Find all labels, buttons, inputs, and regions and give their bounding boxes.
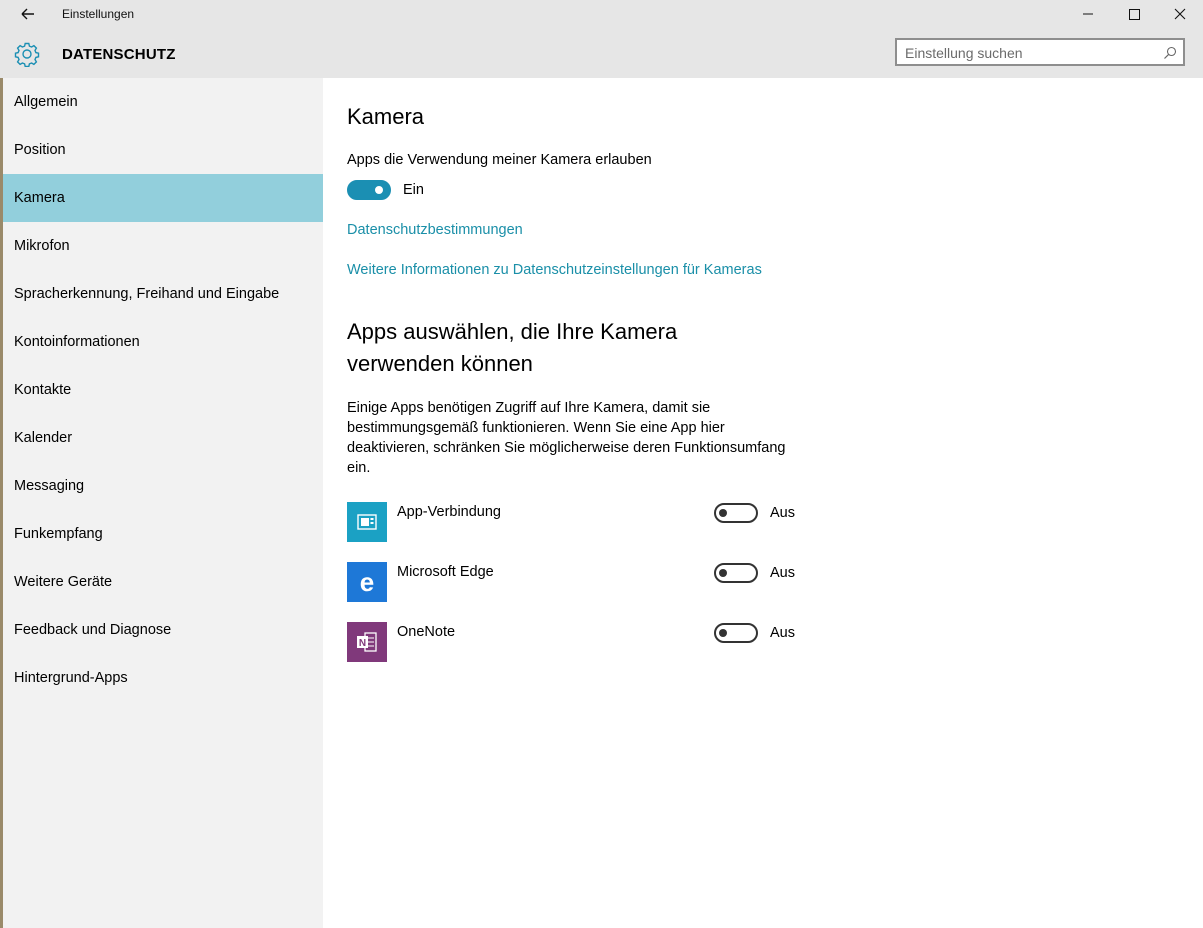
maximize-button[interactable] [1111, 0, 1157, 28]
toggle-onenote[interactable] [714, 623, 758, 643]
close-button[interactable] [1157, 0, 1203, 28]
sidebar-item-weitere-geraete[interactable]: Weitere Geräte [14, 574, 113, 590]
sidebar-item-allgemein[interactable]: Allgemein [14, 94, 78, 110]
window-title: Einstellungen [62, 7, 135, 21]
toggle-app-verbindung[interactable] [714, 503, 758, 523]
state-app-verbindung: Aus [770, 505, 795, 521]
gear-icon [14, 41, 40, 67]
section-title: DATENSCHUTZ [62, 46, 176, 63]
toggle-knob [719, 509, 727, 517]
app-name-onenote: OneNote [397, 624, 456, 640]
minimize-icon [1065, 0, 1111, 28]
sidebar-item-feedback[interactable]: Feedback und Diagnose [14, 622, 172, 638]
sidebar-item-kamera[interactable]: Kamera [3, 174, 323, 222]
toggle-microsoft-edge[interactable] [714, 563, 758, 583]
edge-icon [347, 562, 387, 602]
camera-access-toggle[interactable] [347, 180, 391, 200]
sidebar-nav [3, 78, 323, 928]
maximize-icon [1111, 0, 1157, 28]
sidebar-item-spracherkennung[interactable]: Spracherkennung, Freihand und Eingabe [14, 286, 280, 302]
minimize-button[interactable] [1065, 0, 1111, 28]
app-name-microsoft-edge: Microsoft Edge [397, 564, 494, 580]
toggle-knob [719, 569, 727, 577]
apps-heading: Apps auswählen, die Ihre Kamera verwenden können [347, 319, 678, 376]
app-name-app-verbindung: App-Verbindung [397, 504, 501, 520]
sidebar-item-funkempfang[interactable]: Funkempfang [14, 526, 103, 542]
more-info-link[interactable]: Weitere Informationen zu Datenschutzeinstellungen für Kameras [347, 262, 762, 278]
search-input[interactable] [905, 44, 1155, 62]
search-box[interactable] [895, 38, 1185, 66]
sidebar-item-kontakte[interactable]: Kontakte [14, 382, 72, 398]
sidebar-item-mikrofon[interactable]: Mikrofon [14, 238, 70, 254]
privacy-statement-link[interactable]: Datenschutzbestimmungen [347, 222, 523, 238]
toggle-knob [719, 629, 727, 637]
sidebar-item-kalender[interactable]: Kalender [14, 430, 73, 446]
camera-toggle-label: Apps die Verwendung meiner Kamera erlauben [347, 152, 652, 168]
sidebar-item-kontoinformationen[interactable]: Kontoinformationen [14, 334, 140, 350]
close-icon [1157, 0, 1203, 28]
sidebar-item-hintergrund-apps[interactable]: Hintergrund-Apps [14, 670, 128, 686]
title-bar [0, 0, 1203, 28]
main-content [323, 78, 1203, 928]
state-onenote: Aus [770, 625, 795, 641]
apps-description: Einige Apps benötigen Zugriff auf Ihre Kamera, damit sie bestimmungsgemäß funktionieren. Wenn Sie eine App hier deaktivieren, schränken Sie möglicherweise deren Funktionsumfang ein. [347, 400, 786, 476]
svg-text:N: N [358, 638, 367, 649]
app-connector-icon [347, 502, 387, 542]
onenote-icon [347, 622, 387, 662]
settings-header [0, 28, 1203, 78]
sidebar-item-position[interactable]: Position [14, 142, 66, 158]
sidebar-item-messaging[interactable]: Messaging [14, 478, 85, 494]
back-arrow-icon [14, 4, 40, 24]
search-icon[interactable] [1163, 46, 1177, 60]
page-title: Kamera [347, 104, 425, 129]
toggle-knob [375, 186, 383, 194]
camera-toggle-state: Ein [403, 182, 424, 198]
svg-text:e: e [359, 567, 375, 597]
back-button[interactable] [14, 4, 40, 24]
state-microsoft-edge: Aus [770, 565, 795, 581]
